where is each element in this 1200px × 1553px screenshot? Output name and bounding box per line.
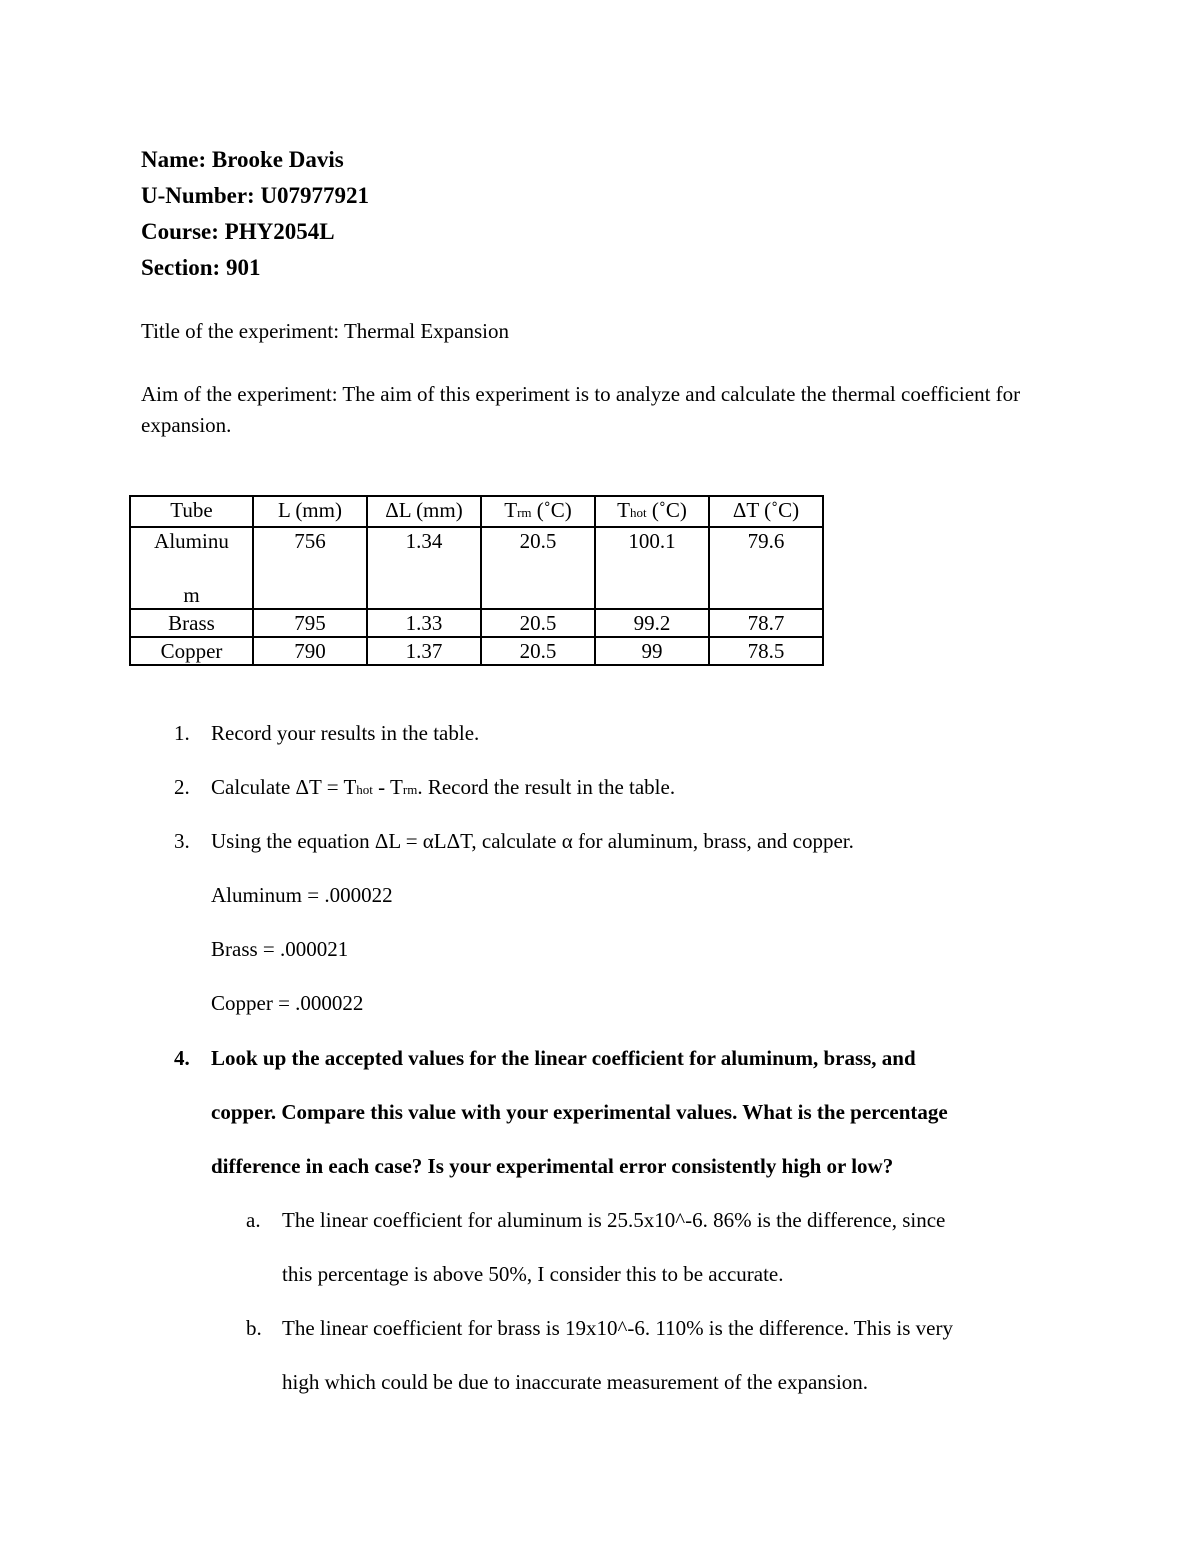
header-tube: Tube: [130, 496, 253, 527]
cell-tube: Brass: [130, 609, 253, 637]
student-info: [141, 142, 369, 286]
course: Course: PHY2054L: [141, 219, 335, 244]
result-brass: Brass = .000021: [211, 937, 349, 961]
cell-delta-length: 1.34: [367, 527, 481, 609]
cell-t-room: 20.5: [481, 609, 595, 637]
answer-aluminum-line-1: The linear coefficient for aluminum is 25.5x10^-6. 86% is the difference, since: [282, 1208, 946, 1232]
list-item-4-line-1: Look up the accepted values for the linear coefficient for aluminum, brass, and: [211, 1046, 916, 1070]
table-header-row: [130, 496, 823, 527]
student-name: Name: Brooke Davis: [141, 147, 344, 172]
list-number: 2.: [174, 775, 190, 799]
result-aluminum: Aluminum = .000022: [211, 883, 393, 907]
cell-length: 790: [253, 637, 367, 665]
list-number: 3.: [174, 829, 190, 853]
cell-t-hot: 100.1: [595, 527, 709, 609]
cell-delta-length: 1.33: [367, 609, 481, 637]
sub-item-letter: b.: [246, 1316, 262, 1340]
section: Section: 901: [141, 255, 261, 280]
student-unumber: U-Number: U07977921: [141, 183, 370, 208]
header-t-hot: Thot (˚C): [595, 496, 709, 527]
answer-aluminum-line-2: this percentage is above 50%, I consider this to be accurate.: [282, 1262, 784, 1286]
cell-delta-t: 78.5: [709, 637, 823, 665]
header-length: L (mm): [253, 496, 367, 527]
cell-t-room: 20.5: [481, 637, 595, 665]
list-number: 1.: [174, 721, 190, 745]
experiment-aim: Aim of the experiment: The aim of this experiment is to analyze and calculate the thermal coefficient for expansion.: [141, 382, 1021, 437]
table-row: [130, 609, 823, 637]
list-item-4-line-3: difference in each case? Is your experimental error consistently high or low?: [211, 1154, 894, 1178]
list-item-4-line-2: copper. Compare this value with your experimental values. What is the percentage: [211, 1100, 948, 1124]
table-row: [130, 637, 823, 665]
cell-length: 795: [253, 609, 367, 637]
results-table: [129, 495, 824, 666]
cell-delta-t: 79.6: [709, 527, 823, 609]
header-delta-length: ΔL (mm): [367, 496, 481, 527]
answer-brass-line-2: high which could be due to inaccurate measurement of the expansion.: [282, 1370, 869, 1394]
list-item-2: Calculate ΔT = Thot - Trm. Record the result in the table.: [211, 775, 676, 799]
cell-tube: Copper: [130, 637, 253, 665]
cell-t-hot: 99.2: [595, 609, 709, 637]
cell-delta-t: 78.7: [709, 609, 823, 637]
sub-item-letter: a.: [246, 1208, 261, 1232]
cell-length: 756: [253, 527, 367, 609]
answer-brass-line-1: The linear coefficient for brass is 19x10^-6. 110% is the difference. This is very: [282, 1316, 953, 1340]
result-copper: Copper = .000022: [211, 991, 364, 1015]
list-item-3: Using the equation ΔL = αLΔT, calculate α for aluminum, brass, and copper.: [211, 829, 854, 853]
header-delta-t: ΔT (˚C): [709, 496, 823, 527]
cell-t-room: 20.5: [481, 527, 595, 609]
list-item-1: Record your results in the table.: [211, 721, 480, 745]
experiment-title: Title of the experiment: Thermal Expansion: [141, 319, 510, 343]
cell-delta-length: 1.37: [367, 637, 481, 665]
header-t-room: Trm (˚C): [481, 496, 595, 527]
cell-t-hot: 99: [595, 637, 709, 665]
table-row: [130, 527, 823, 609]
list-number: 4.: [174, 1046, 190, 1070]
cell-tube: Aluminu m: [130, 527, 253, 609]
